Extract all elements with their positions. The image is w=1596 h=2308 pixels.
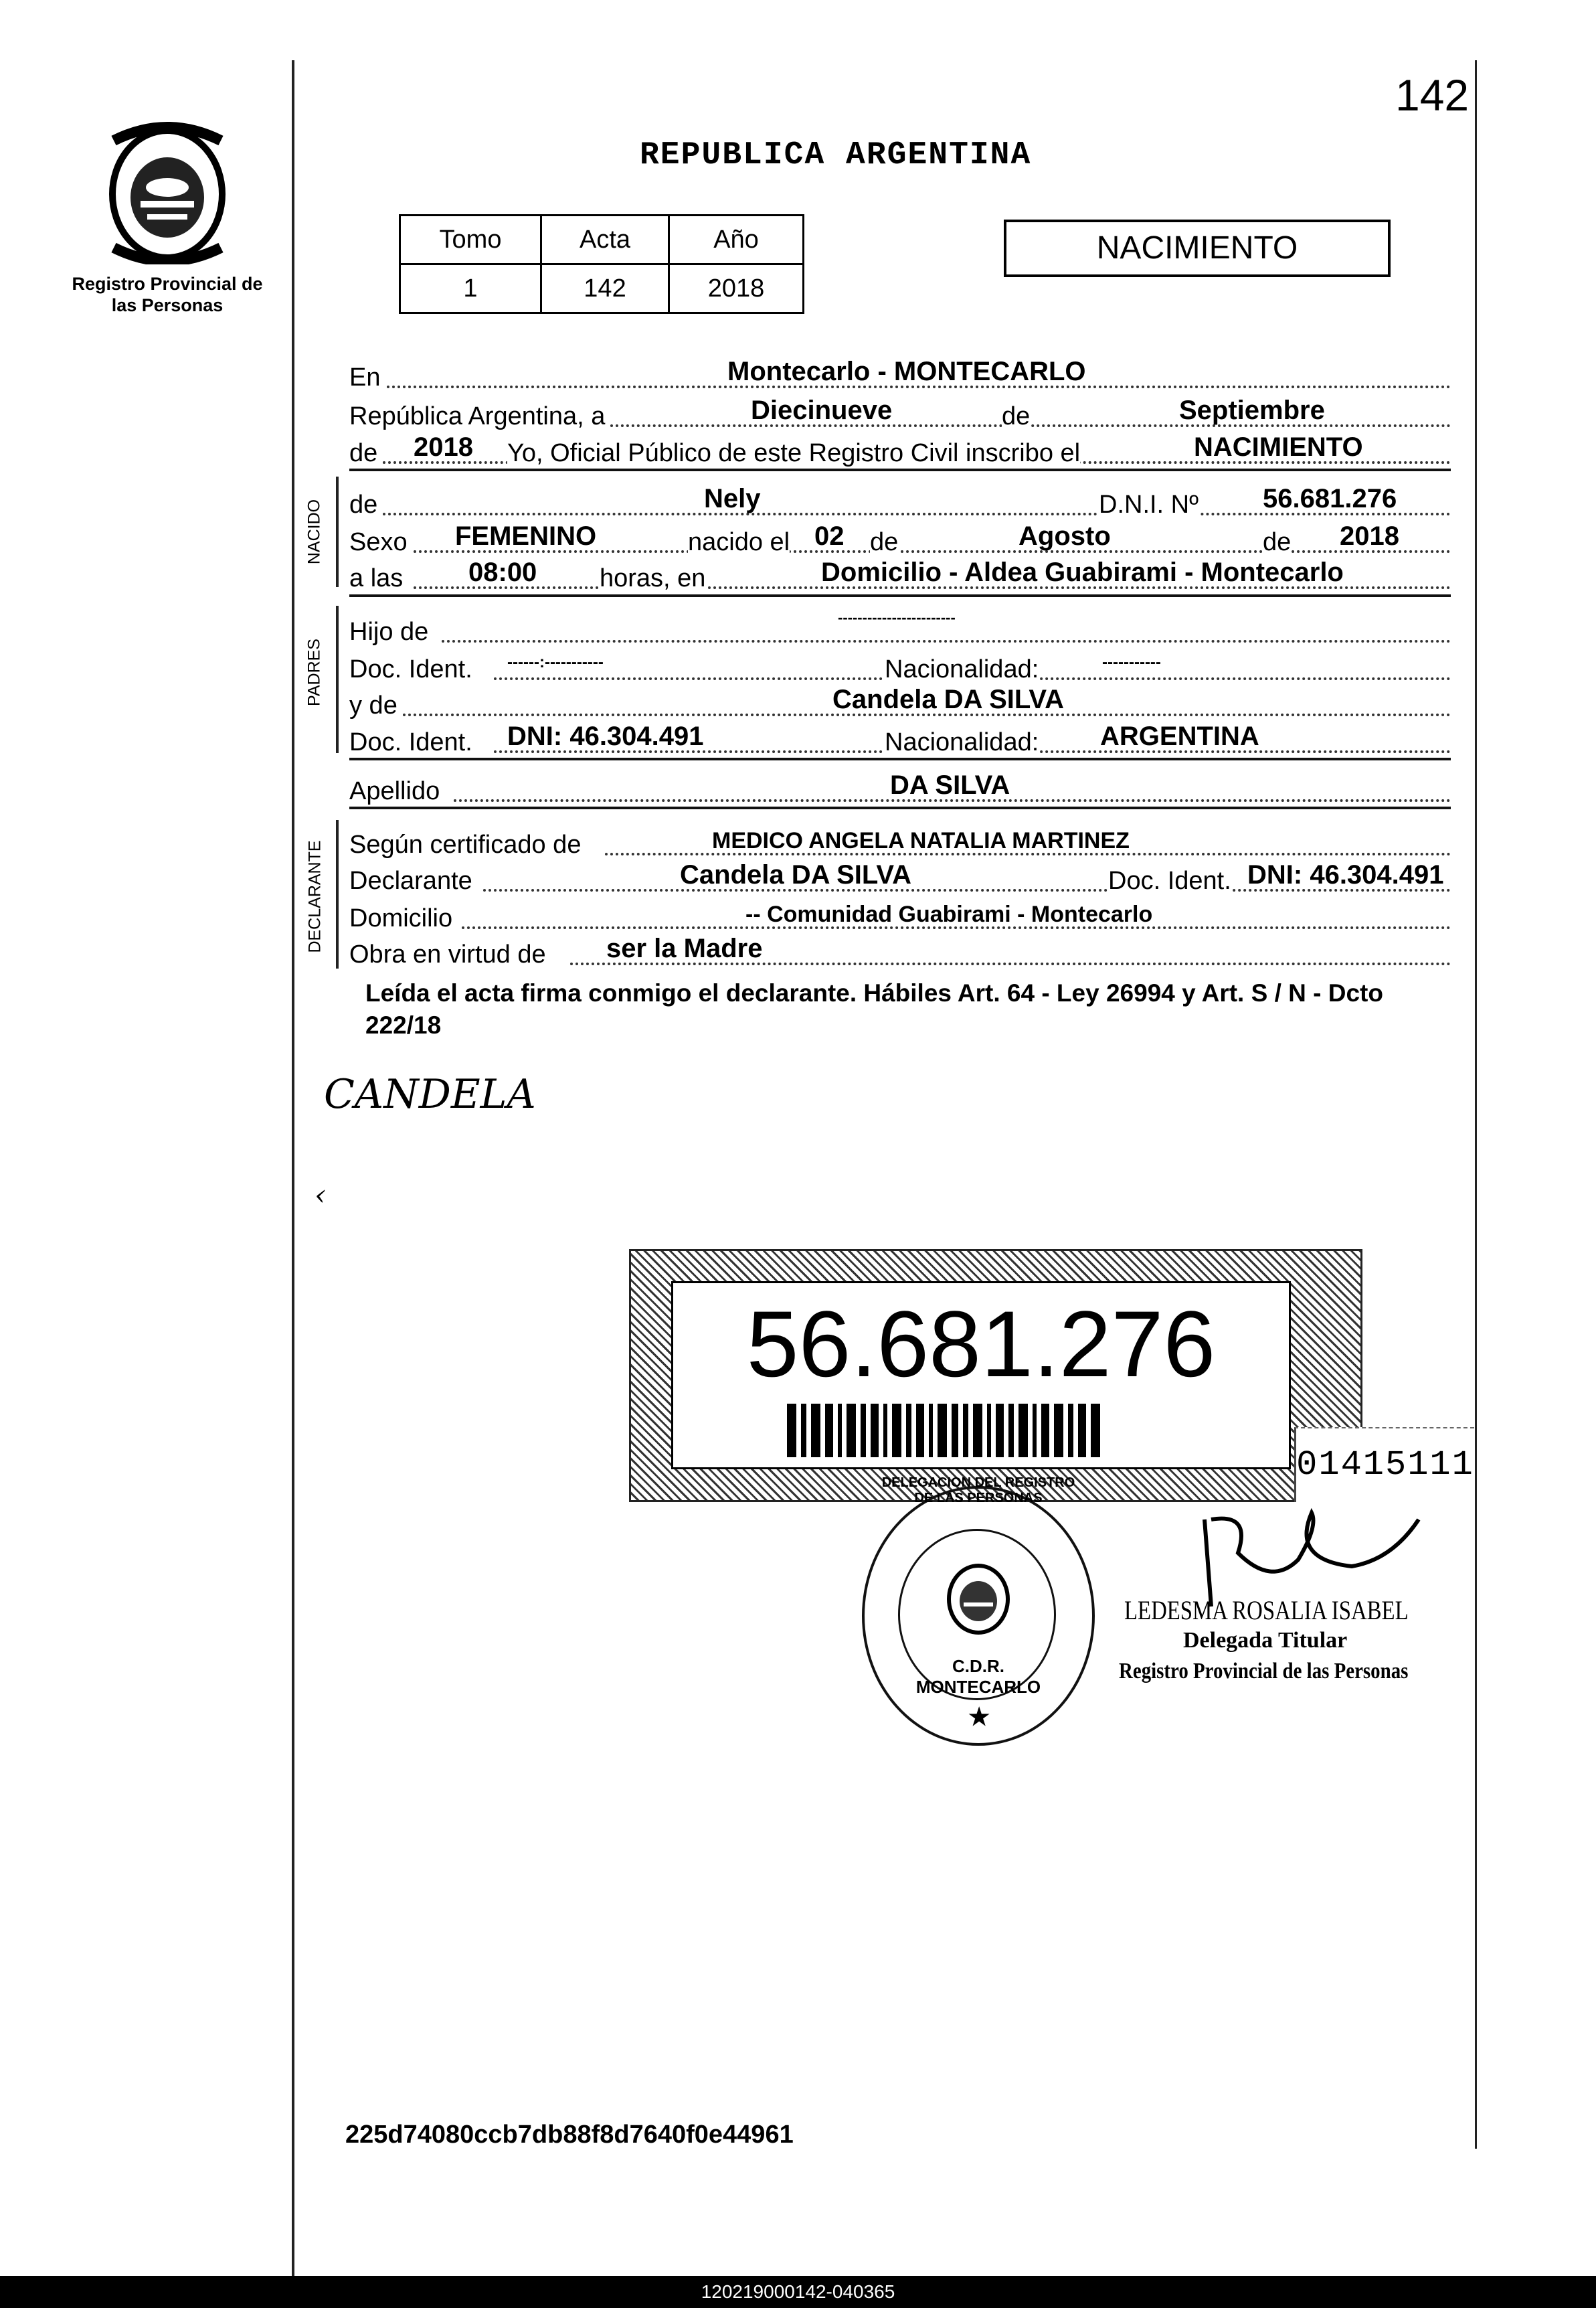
birth-day: 02 [814,521,845,551]
document-hash: 225d74080ccb7db88f8d7640f0e44961 [345,2121,794,2149]
document-title: REPUBLICA ARGENTINA [640,137,1032,173]
hijo-label: Hijo de [349,618,429,646]
row-segun [349,822,1451,859]
apellido-value: DA SILVA [890,770,1010,800]
signatory-org: Registro Provincial de las Personas [1119,1659,1409,1683]
mother-nat: ARGENTINA [1100,722,1259,751]
father-nat: ----------- [1102,653,1161,671]
header-acta: Acta [541,216,669,264]
row-obra [349,932,1451,969]
de-label-3: de [1263,528,1292,556]
official-seal: DELEGACION DEL REGISTRO DE LAS PERSONAS C.D.R. MONTECARLO ★ [862,1486,1095,1746]
row-apellido [349,768,1451,806]
row-mother-doc [349,720,1451,757]
domicilio-label: Domicilio [349,904,453,932]
registry-label: Registro Provincial de las Personas [72,274,263,316]
dni-sticker [629,1249,1362,1502]
child-name: Nely [704,484,761,513]
row-domicilio [349,896,1451,933]
seal-emblem-icon [945,1562,1012,1636]
row-sexo [349,519,1451,557]
republica-label: República Argentina, a [349,402,606,430]
domicilio-value: -- Comunidad Guabirami - Montecarlo [745,902,1153,927]
seal-outer-text: DELEGACION DEL REGISTRO DE LAS PERSONAS [881,1475,1075,1505]
signatory-role: Delegada Titular [1183,1628,1348,1653]
row-alas [349,556,1451,593]
row-declarante [349,858,1451,896]
sticker-serial: 01415111 [1294,1427,1474,1502]
birth-time: 08:00 [468,558,537,587]
nacido-section-label: NACIDO [304,499,324,565]
yde-label: y de [349,691,397,720]
obra-value: ser la Madre [606,934,763,963]
header-tomo: Tomo [400,216,541,264]
father-nat-label: Nacionalidad: [885,655,1039,683]
de2-label: de [349,439,378,467]
province-emblem-icon [100,120,234,264]
handwritten-signature: CANDELA [324,1071,536,1118]
seal-inner-text: C.D.R. MONTECARLO [915,1656,1041,1697]
alas-label: a las [349,564,404,592]
father-doc: ------:----------- [507,653,604,671]
padres-section-label: PADRES [304,639,324,706]
horas-label: horas, en [600,564,706,592]
declarante-label: Declarante [349,867,472,895]
declarante-doc-label: Doc. Ident. [1108,867,1231,895]
segun-label: Según certificado de [349,831,582,859]
row-father-doc [349,647,1451,684]
month-value: Septiembre [1179,396,1325,425]
row-hijo [349,609,1451,647]
birth-month: Agosto [1018,521,1111,551]
declarante-name: Candela DA SILVA [680,860,911,890]
father-name: ------------------------ [838,609,956,626]
row-year [349,430,1451,468]
declarante-section-label: DECLARANTE [305,840,325,953]
footer-code: 120219000142-040365 [0,2276,1596,2308]
yo-label: Yo, Oficial Público de este Registro Civil inscribo el [507,439,1081,467]
apellido-label: Apellido [349,777,440,805]
sexo-label: Sexo [349,528,408,556]
right-margin-rule [1475,60,1477,2149]
child-dni: 56.681.276 [1263,484,1397,513]
mother-doc-label: Doc. Ident. [349,728,472,756]
mother-name: Candela DA SILVA [832,685,1064,714]
obra-label: Obra en virtud de [349,940,546,969]
row-en [349,355,1451,392]
value-acta: 142 [541,264,669,313]
header-ano: Año [669,216,804,264]
row-republica [349,394,1451,431]
value-ano: 2018 [669,264,804,313]
left-margin-rule [292,60,294,2283]
nacido-el-label: nacido el [688,528,790,556]
birth-place: Domicilio - Aldea Guabirami - Montecarlo [821,558,1344,587]
mother-nat-label: Nacionalidad: [885,728,1039,756]
nacido-de-label: de [349,491,378,519]
act-value: NACIMIENTO [1194,432,1363,462]
certificate-value: MEDICO ANGELA NATALIA MARTINEZ [712,828,1130,853]
de-label: de [1002,402,1031,430]
sexo-value: FEMENINO [455,521,597,551]
value-tomo: 1 [400,264,541,313]
birth-year: 2018 [1340,521,1399,551]
mother-doc: DNI: 46.304.491 [507,722,704,751]
de-label-2: de [870,528,899,556]
place-value: Montecarlo - MONTECARLO [727,357,1086,386]
row-mother [349,683,1451,720]
declarante-doc: DNI: 46.304.491 [1247,860,1444,890]
acta-table [399,214,804,314]
en-label: En [349,363,381,392]
dni-label: D.N.I. Nº [1099,491,1199,519]
year-value: 2018 [414,432,473,462]
page-number: 142 [1395,70,1470,120]
sticker-number: 56.681.276 [746,1291,1216,1396]
closing-note: Leída el acta firma conmigo el declarante. Hábiles Art. 64 - Ley 26994 y Art. S / N - Dcto 222/18 [365,979,1383,1040]
day-value: Diecinueve [751,396,893,425]
act-type-box: NACIMIENTO [1004,220,1391,277]
signatory-name: LEDESMA ROSALIA ISABEL [1124,1595,1409,1625]
father-doc-label: Doc. Ident. [349,655,472,683]
row-nacido-name [349,482,1451,519]
barcode-icon [787,1404,1215,1457]
